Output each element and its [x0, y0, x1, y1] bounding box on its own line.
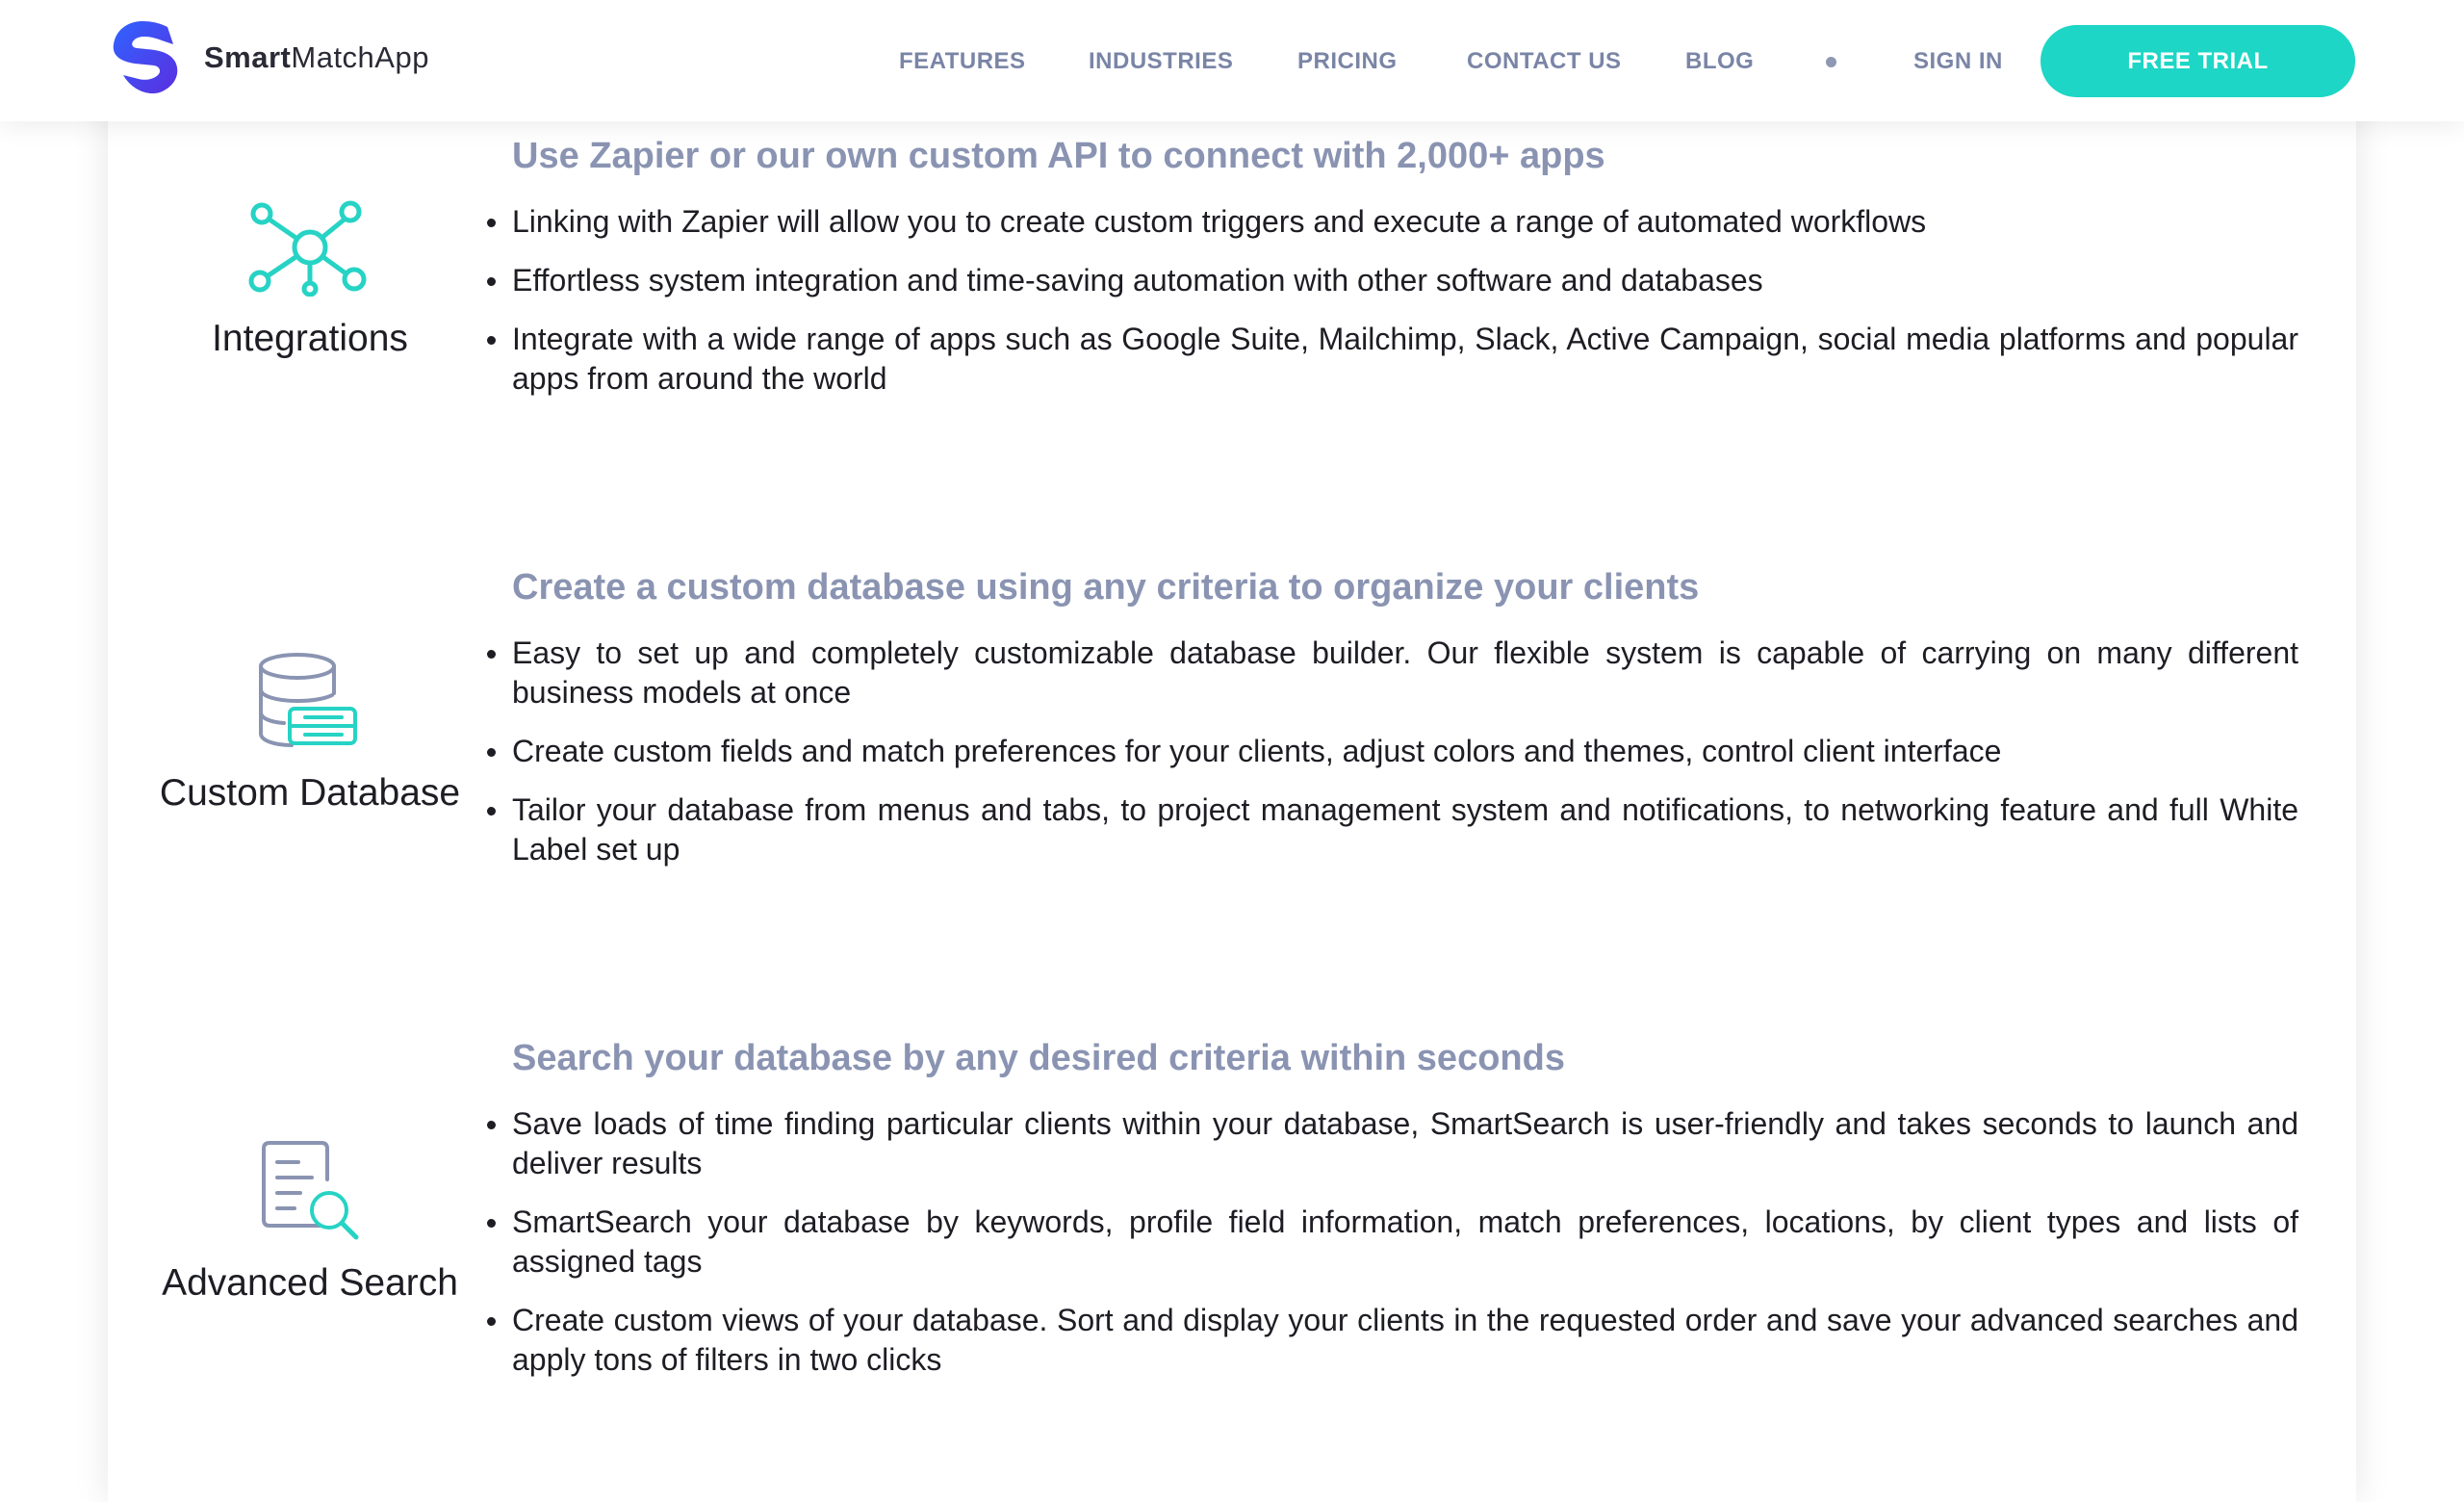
- feature-bullet: Linking with Zapier will allow you to create custom triggers and execute a range of automated workflows: [512, 202, 2298, 242]
- free-trial-button[interactable]: FREE TRIAL: [2040, 25, 2355, 97]
- feature-bullet: SmartSearch your database by keywords, profile field information, match preferences, locations, by client types and lists of assigned tags: [512, 1203, 2298, 1282]
- brand-name: SmartMatchApp: [204, 40, 429, 74]
- feature-bullet: Effortless system integration and time-saving automation with other software and databases: [512, 261, 2298, 300]
- feature-name: Integrations: [212, 318, 408, 359]
- feature-bullet-list: [512, 202, 2298, 399]
- feature-body: [512, 133, 2298, 418]
- nav-contact-us[interactable]: CONTACT US: [1467, 48, 1622, 74]
- feature-side: [108, 198, 512, 360]
- smartmatch-logo-icon: [104, 17, 185, 98]
- nav-separator-dot: [1826, 57, 1836, 67]
- feature-bullet: Easy to set up and completely customizable database builder. Our flexible system is capable of carrying on many different business models at once: [512, 634, 2298, 712]
- site-header: [0, 0, 2464, 121]
- feature-name: Advanced Search: [162, 1262, 458, 1304]
- nav-industries[interactable]: INDUSTRIES: [1089, 48, 1234, 74]
- network-hub-icon: [248, 198, 372, 297]
- feature-heading: Use Zapier or our own custom API to connect with 2,000+ apps: [512, 136, 1605, 176]
- feature-name: Custom Database: [159, 772, 461, 814]
- logo-link[interactable]: [104, 17, 429, 98]
- nav-blog[interactable]: BLOG: [1685, 48, 1755, 74]
- feature-side: [108, 1141, 512, 1305]
- feature-side: [108, 651, 512, 815]
- feature-bullet: Create custom views of your database. Sort and display your clients in the requested order and save your advanced searches and apply tons of filters in two clicks: [512, 1301, 2298, 1380]
- feature-heading: Create a custom database using any criteria to organize your clients: [512, 567, 1700, 608]
- features-card: [108, 0, 2356, 1502]
- feature-bullet: Create custom fields and match preferences for your clients, adjust colors and themes, control client interface: [512, 732, 2298, 771]
- feature-bullet: Save loads of time finding particular clients within your database, SmartSearch is user-friendly and takes seconds to launch and deliver results: [512, 1104, 2298, 1183]
- feature-bullet-list: [512, 1104, 2298, 1380]
- feature-bullet: Tailor your database from menus and tabs, to project management system and notifications, to networking feature and full White Label set up: [512, 790, 2298, 869]
- nav-pricing[interactable]: PRICING: [1297, 48, 1398, 74]
- nav-features[interactable]: FEATURES: [899, 48, 1026, 74]
- nav-sign-in[interactable]: SIGN IN: [1913, 48, 2003, 74]
- feature-body: [512, 564, 2298, 889]
- database-server-icon: [257, 651, 363, 751]
- feature-heading: Search your database by any desired criteria within seconds: [512, 1038, 1565, 1078]
- feature-bullet: Integrate with a wide range of apps such as Google Suite, Mailchimp, Slack, Active Campaign, social media platforms and popular apps from around the world: [512, 320, 2298, 399]
- feature-bullet-list: [512, 634, 2298, 869]
- document-search-icon: [260, 1141, 360, 1241]
- feature-body: [512, 1035, 2298, 1399]
